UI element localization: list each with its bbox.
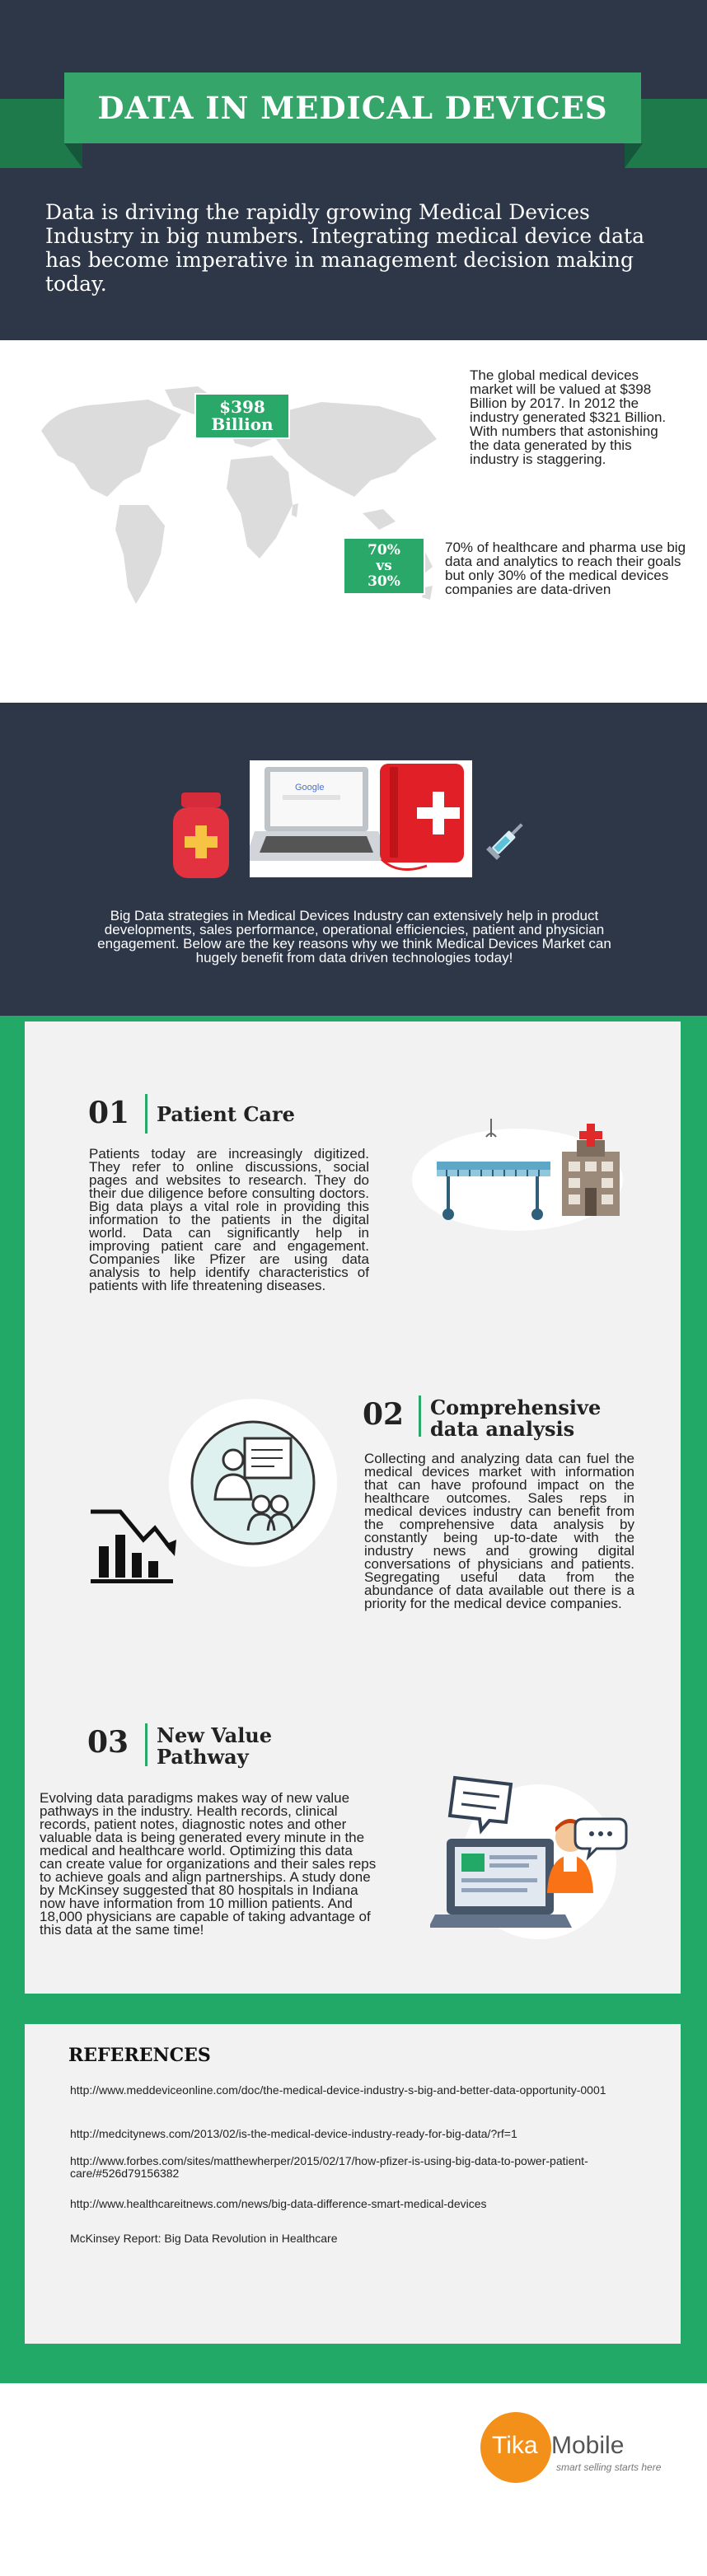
stats-section — [0, 340, 707, 703]
pill-bottle-icon — [171, 791, 231, 880]
ratio-stat-text: 70% of healthcare and pharma use big data and analytics to reach their goals but only 30% of the medical devices companies are data-driven — [445, 540, 686, 597]
page-title: DATA IN MEDICAL DEVICES — [64, 72, 641, 143]
laptop-medkit-photo — [250, 760, 472, 877]
section-03-title-line2: Pathway — [157, 1745, 249, 1769]
section-02-body: Collecting and analyzing data can fuel the medical devices market with information that can have profound impact on the healthcare outcomes. Sales reps in medical devices industry can benefit from the comprehensive data analysis by constantly being up-to-date with the industry news and growing digital conversations of physicians and patients. Segregating useful data from the abundance of data available out there is a priority for the medical device companies. — [364, 1451, 634, 1611]
logo-mobile-text: Mobile — [551, 2432, 625, 2459]
section-03-divider — [145, 1723, 147, 1766]
section-03-title-line1: New Value — [157, 1723, 273, 1747]
devices-band — [0, 703, 707, 1016]
consultation-icon — [169, 1399, 338, 1568]
section-03-body: Evolving data paradigms makes way of new value pathways in the industry. Health records, clinical records, patient notes, diagnostic notes and other valuable data is being generated every minute in the medical and healthcare world. Optimizing this data can create value for organizations and their sales reps to achieve goals and align partnerships. A study done by McKinsey suggested that 80 hospitals in Indiana now have information from 10 million patients. And 18,000 physicians are capable of taking advantage of this data at the same time! — [40, 1790, 377, 1938]
reference-item: McKinsey Report: Big Data Revolution in Healthcare — [70, 2232, 338, 2245]
tikamobile-logo — [480, 2412, 662, 2486]
decline-chart-icon — [87, 1503, 176, 1586]
logo-tika-text: Tika — [492, 2432, 538, 2459]
ratio-badge — [343, 537, 425, 595]
logo-tagline: smart selling starts here — [556, 2461, 662, 2473]
header-subtitle: Data is driving the rapidly growing Medical Devices Industry in big numbers. Integrating medical device data has become imperative in management decision making today. — [45, 200, 644, 296]
band-intro-text: Big Data strategies in Medical Devices Industry can extensively help in product developments, sales performance, operational efficiencies, patient and physician engagement. Below are the key reasons why we think Medical Devices Market can hugely benefit from data driven technologies today! — [97, 908, 611, 965]
badge-market-line2: Billion — [211, 414, 274, 434]
section-02-title-line2: data analysis — [430, 1417, 575, 1441]
ribbon-right-fold — [625, 143, 643, 168]
badge-ratio-line2: vs — [376, 557, 392, 574]
footer — [0, 2383, 707, 2576]
reference-link[interactable]: http://www.healthcareitnews.com/news/big-data-difference-smart-medical-devices — [70, 2197, 487, 2210]
syringe-icon — [485, 814, 532, 862]
market-stat-text: The global medical devices market will be valued at $398 Billion by 2017. In 2012 the industry generated $321 Billion. With numbers that astonishing the data generated by this industry is staggering. — [470, 367, 667, 467]
section-02-number: 02 — [363, 1397, 405, 1432]
laptop-search-label: Google — [295, 783, 325, 792]
header — [0, 0, 707, 340]
section-01-body: Patients today are increasingly digitized. They refer to online discussions, social pages and websites to research. They do their due diligence before consulting doctors. Big data plays a vital role in providing this information to the patients in the digital world. Data can significantly help in improving patient care and engagement. Companies like Pfizer are using data analysis to help identify characteristics of patients with life threatening diseases. — [89, 1146, 369, 1293]
reference-link[interactable]: http://www.forbes.com/sites/matthewherper/2015/02/17/how-pfizer-is-using-big-data-to-power-patient-care/#526d79156382 — [70, 2154, 588, 2180]
badge-ratio-line1: 70% — [368, 541, 400, 559]
ribbon-left-fold — [64, 143, 82, 168]
section-03-number: 03 — [87, 1725, 129, 1760]
badge-ratio-line3: 30% — [368, 573, 400, 590]
value-pathway-icon — [430, 1770, 636, 1943]
hospital-icon — [412, 1112, 626, 1236]
section-01-number: 01 — [88, 1096, 130, 1130]
badge-market-line1: $398 — [219, 397, 265, 417]
section-01-title: Patient Care — [157, 1102, 295, 1126]
section-02-divider — [419, 1396, 421, 1437]
reference-link[interactable]: http://www.meddeviceonline.com/doc/the-medical-device-industry-s-big-and-better-data-opportunity-0001 — [70, 2083, 606, 2097]
reference-link[interactable]: http://medcitynews.com/2013/02/is-the-medical-device-industry-ready-for-big-data/?rf=1 — [70, 2127, 517, 2140]
references-panel — [25, 2024, 681, 2344]
references-title: REFERENCES — [68, 2045, 211, 2066]
market-value-badge — [194, 393, 290, 439]
section-02-title-line1: Comprehensive — [430, 1396, 602, 1419]
section-01-divider — [145, 1094, 147, 1134]
